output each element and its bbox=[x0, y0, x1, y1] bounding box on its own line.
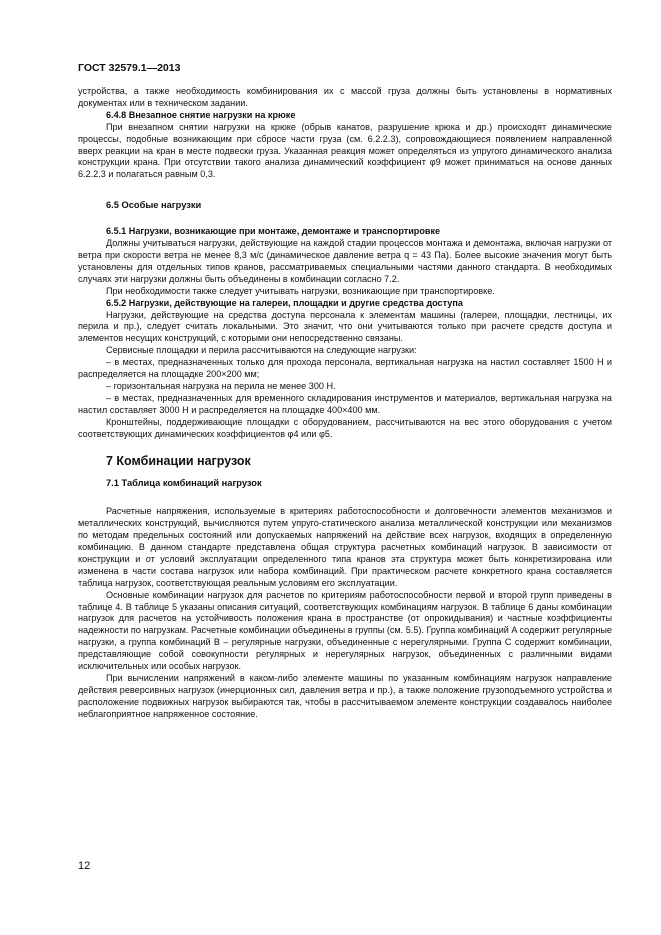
heading-6-5-2: 6.5.2 Нагрузки, действующие на галереи, площадки и другие средства доступа bbox=[106, 297, 463, 308]
paragraph-stress-calculation: При вычислении напряжений в каком-либо элементе машины по указанным комбинациям нагрузок направление действия реверсивных нагрузок (инерционных сил, давления ветра и пр.), а также положение грузоподъемного устройства и расположение подвижных нагрузок выбираются так, чтобы в рассчитываемом элементе конструкции создавалось наиболее неблагоприятное напряженное состояние. bbox=[78, 672, 612, 719]
paragraph-design-stresses: Расчетные напряжения, используемые в критериях работоспособности и долговечности элементов механизмов и металлических конструкций, вычисляются путем упруго-статического анализа металлической конструкции или механизмов по методам предельных состояний или допускаемых напряжений на действие всех нагрузок, входящих в определенную комбинацию. В данном стандарте представлена общая структура расчетных комбинаций нагрузок. В зависимости от конструкции и от условий эксплуатации определенного типа кранов эта структура может быть конкретизирована или изменена в части состава нагрузок или набора комбинаций. При практическом расчете конкретного крана составляется таблица нагрузок, соответствующая реальным условиям его эксплуатации. bbox=[78, 506, 612, 588]
paragraph-access-loads: Нагрузки, действующие на средства доступа персонала к элементам машины (галереи, площадки, лестницы, их перила и пр.), следует считать локальными. Это значит, что они учитываются только при расчете средств доступа и элементов несущих конструкций, с которыми они непосредственно связаны. bbox=[78, 309, 612, 344]
heading-6-4-8: 6.4.8 Внезапное снятие нагрузки на крюке bbox=[106, 109, 296, 120]
heading-6-5: 6.5 Особые нагрузки bbox=[106, 200, 202, 211]
standard-header: ГОСТ 32579.1—2013 bbox=[78, 62, 181, 74]
paragraph-continuation: устройства, а также необходимость комбинирования их с массой груза должны быть установлены в нормативных документах или в техническом задании. bbox=[78, 86, 612, 108]
page-number: 12 bbox=[78, 860, 91, 872]
paragraph-assembly-loads: Должны учитываться нагрузки, действующие на каждой стадии процессов монтажа и демонтажа, включая нагрузки от ветра при скорости ветра не менее 8,3 м/с (динамическое давление ветра q = 43 Па). Более высокие значения могут быть установлены для отдельных типов кранов, рассматриваемых специальными частями данного стандарта. В необходимых случаях эти нагрузки должны быть объединены в комбинации согласно 7.2. bbox=[78, 238, 612, 284]
paragraph-service-platforms: Сервисные площадки и перила рассчитываются на следующие нагрузки: bbox=[106, 345, 417, 356]
list-item-storage-load: – в местах, предназначенных для временного складирования инструментов и материалов, вертикальная нагрузка на настил составляет 3000 Н и распределяется на площадке 400×400 мм. bbox=[78, 392, 612, 415]
heading-7: 7 Комбинации нагрузок bbox=[106, 454, 251, 469]
heading-6-5-1: 6.5.1 Нагрузки, возникающие при монтаже, демонтаже и транспортировке bbox=[106, 226, 441, 237]
document-body bbox=[78, 86, 612, 721]
list-item-walkway-load: – в местах, предназначенных только для прохода персонала, вертикальная нагрузка на настил составляет 1500 Н и распределяется на площадке 200×200 мм; bbox=[78, 357, 612, 380]
paragraph-transport-loads: При необходимости также следует учитывать нагрузки, возникающие при транспортировке. bbox=[106, 285, 495, 296]
paragraph-sudden-unloading: При внезапном снятии нагрузки на крюке (обрыв канатов, разрушение крюка и др.) происходят динамические процессы, подобные возникающим при сбросе части груза (см. 6.2.2.3), сопровождающиеся появлением направленной вверх реакции на кран в месте подвески груза. Указанная реакция может определяться из упругого динамического анализа конструкции крана. При отсутствии такого анализа динамический коэффициент φ9 может приниматься на основе данных 6.2.2.3 и полагаться равным 0,3. bbox=[78, 121, 612, 180]
paragraph-brackets: Кронштейны, поддерживающие площадки с оборудованием, рассчитываются на вес этого оборудования с учетом соответствующих динамических коэффициентов φ4 или φ5. bbox=[78, 416, 612, 439]
heading-7-1: 7.1 Таблица комбинаций нагрузок bbox=[106, 478, 262, 489]
list-item-railing-load: – горизонтальная нагрузка на перила не менее 300 Н. bbox=[106, 380, 336, 391]
paragraph-basic-combinations: Основные комбинации нагрузок для расчетов по критериям работоспособности первой и второй групп приведены в таблице 4. В таблице 5 указаны описания ситуаций, соответствующих комбинациям нагрузок. В таблице 6 даны комбинации нагрузок для расчетов на устойчивость положения крана в пространстве (от опрокидывания) и частные коэффициенты надежности по нагрузкам. Расчетные комбинации объединены в группы (см. 5.5). Группа комбинаций A содержит регулярные нагрузки, а группа комбинаций B – регулярные нагрузки, объединенные с нерегулярными. Группа C содержит комбинации, представляющие собой совокупности регулярных и нерегулярных нагрузок, объединенных с различными видами исключительных или особых нагрузок. bbox=[78, 589, 612, 672]
